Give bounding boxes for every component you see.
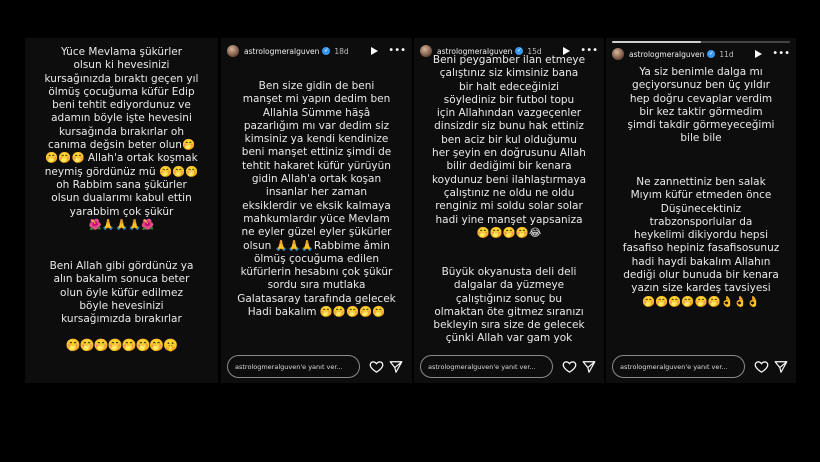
story-text: Ya siz benimle dalga mı geçiyorsunuz ben üç yıldır hep doğru cevaplar verdim bir kez taktir görmedim şimdi takdir görmeyeceğimi bile bile bbox=[627, 66, 775, 145]
verified-badge-icon: ✓ bbox=[323, 47, 329, 54]
reply-input[interactable]: astrologmeralguven'e yanıt ver... bbox=[612, 355, 745, 378]
story-progress-bar bbox=[612, 41, 790, 43]
play-icon[interactable] bbox=[371, 47, 378, 55]
more-options-icon[interactable]: ••• bbox=[388, 45, 406, 56]
play-icon[interactable] bbox=[755, 50, 762, 58]
story-header bbox=[606, 44, 796, 64]
verified-badge-icon: ✓ bbox=[708, 50, 714, 57]
heart-icon[interactable] bbox=[369, 359, 384, 374]
story-text: Ben size gidin de beni manşet mi yapın dedim ben Allahla Sümme häşâ pazarlığım mı var dedim siz kimsiniz ya kendi kendinize beni manşet ettiniz şimdi de tehtit hakaret küfür yürüyün gidin Allah'a ortak koşan insanlar her zaman eksiklerdir ve eksik kalmaya mahkumlardır yüce Mevlam ne eyler güzel eyler şükürler olsun 🙏🙏🙏Rabbime âmin ölmüş çocuğuma edilen küfürlerin hesabını çok şükür sordu sıra mutlaka Galatasaray tarafında gelecek Hadi bakalım 🤭🤭🤭🤭🤭 bbox=[237, 80, 396, 319]
heart-icon[interactable] bbox=[562, 359, 577, 374]
story-panel-4[interactable] bbox=[606, 38, 796, 383]
heart-icon[interactable] bbox=[754, 359, 769, 374]
story-panel-3[interactable] bbox=[414, 38, 604, 383]
username[interactable]: astrologmeralguven bbox=[629, 49, 705, 59]
more-options-icon[interactable]: ••• bbox=[772, 48, 790, 59]
story-text: Beni peygamber ilan etmeye çalıştınız siz kimsiniz bana bir halt edeceğinizi söylediniz bir futbol topu için Allahından vazgeçenler dinsizdir siz bunu hak ettiniz ben aciz bir kul olduğumu her şeyin en doğrusunu Allah bilir dediğimi bir kenara koydunuz beni ilahlaştırmaya çalıştınız ne oldu ne oldu renginiz mi soldu solar solar hadi yine manşet yapsaniza 🤭🤭🤭🤭😂 bbox=[431, 54, 587, 239]
reply-input[interactable]: astrologmeralguven'e yanıt ver... bbox=[227, 355, 360, 378]
story-text: Büyük okyanusta deli deli dalgalar da yüzmeye çalıştığınız sonuç bu olmaktan öte gitmez sıranızı bekleyin sıra size de gelecek çünki Allah var gam yok bbox=[433, 266, 585, 345]
username[interactable]: astrologmeralguven bbox=[244, 46, 320, 56]
story-text: Yüce Mevlama şükürler olsun ki hevesinizi kursağınızda bıraktı geçen yıl ölmüş çocuğuma küfür Edip beni tehtit ediyordunuz ve adamın böyle işte hevesini kursağında bırakırlar oh canıma değsin beter olun🤭 🤭🤭🤭 Allah'a ortak koşmak neymiş gördünüz mü 🤭🤭🤭 oh Rabbim sana şükürler olsun dualarımı kabul ettin yarabbim çok şükür 🌺🙏🙏🙏🌺 bbox=[44, 46, 199, 231]
reply-input[interactable]: astrologmeralguven'e yanıt ver... bbox=[420, 355, 553, 378]
send-icon[interactable] bbox=[582, 360, 596, 374]
send-icon[interactable] bbox=[389, 360, 403, 374]
post-time: 15d bbox=[527, 46, 542, 56]
avatar[interactable] bbox=[227, 45, 239, 57]
emoji-row: 🤭🤭🤭🤭🤭🤭🤭🤫 bbox=[65, 338, 178, 352]
story-panel-2[interactable] bbox=[221, 38, 412, 383]
more-options-icon[interactable]: ••• bbox=[580, 45, 598, 56]
verified-badge-icon: ✓ bbox=[516, 47, 522, 54]
post-time: 11d bbox=[719, 49, 734, 59]
send-icon[interactable] bbox=[774, 360, 788, 374]
story-header bbox=[221, 41, 412, 61]
story-text: Ne zannettiniz ben salak Mıyım küfür etmeden önce Düşünecektiniz trabzonsporlular da heykelimi dikiyordu hepsi fasafiso hepiniz fasafisosunuz hadi haydi bakalım Allahın dediği olur bunuda bir kenara yazın size kardeş tavsiyesi 🤭🤭🤭🤭🤭🤭👌👌👌 bbox=[622, 176, 780, 308]
story-panel-1[interactable] bbox=[25, 38, 218, 383]
story-text: Beni Allah gibi gördünüz ya alın bakalım sonuca beter olun öyle küfür edilmez böyle hevesinizi kursağımızda bırakırlar bbox=[49, 260, 194, 326]
avatar[interactable] bbox=[612, 48, 624, 60]
username[interactable]: astrologmeralguven bbox=[437, 46, 513, 56]
post-time: 18d bbox=[334, 46, 349, 56]
